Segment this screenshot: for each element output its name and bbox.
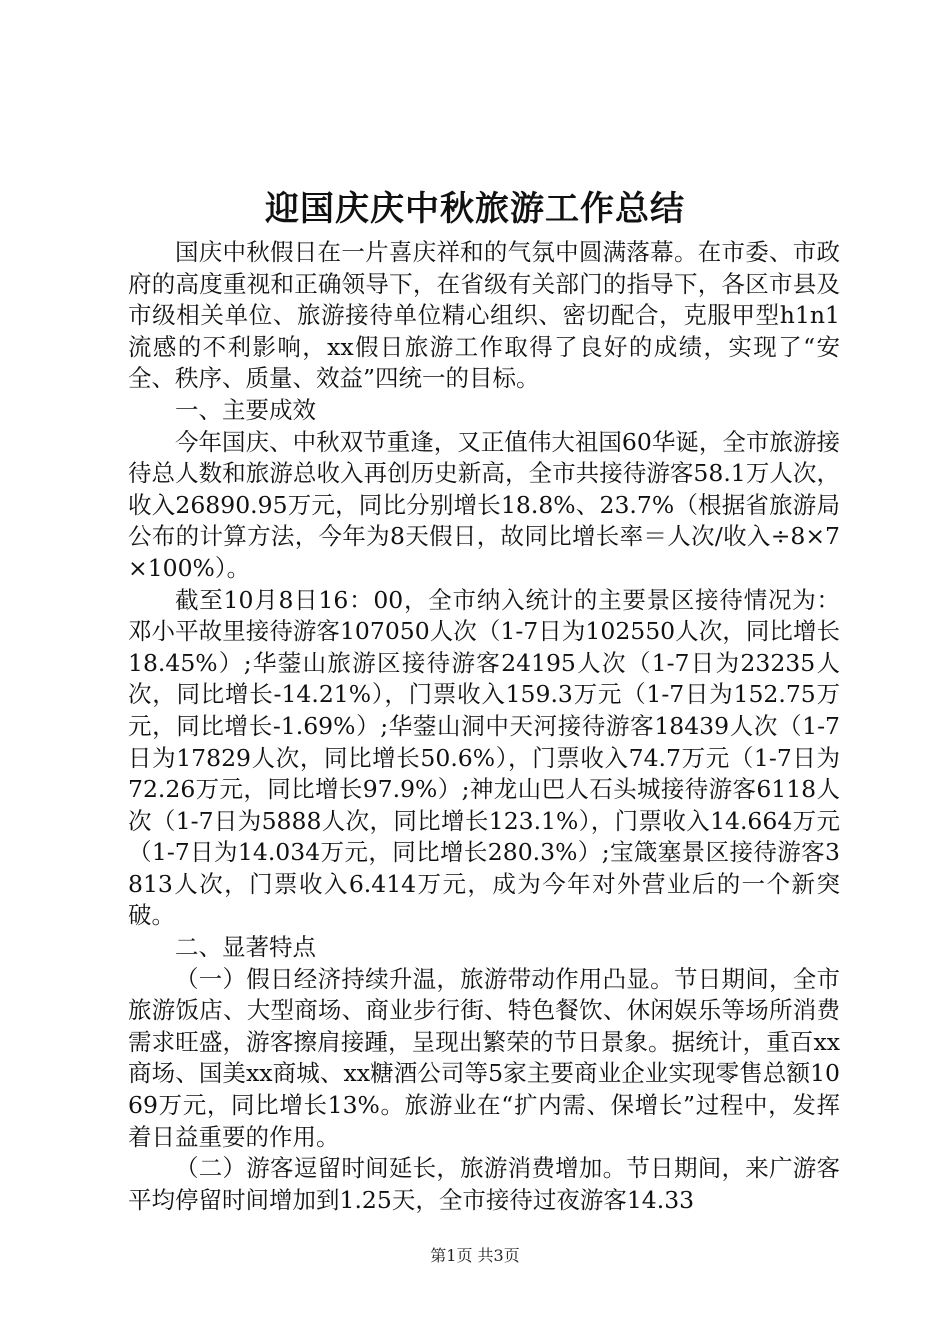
section-heading-features: 二、显著特点 <box>175 933 316 962</box>
section-heading-main-results: 一、主要成效 <box>175 395 316 424</box>
document-title: 迎国庆庆中秋旅游工作总结 <box>265 189 685 229</box>
paragraph-intro: 国庆中秋假日在一片喜庆祥和的气氛中圆满落幕。在市委、市政府的高度重视和正确领导下，在省级有关部门的指导下，各区市县及市级相关单位、旅游接待单位精心组织、密切配合，克服甲型h1n1流感的不利影响，xx假日旅游工作取得了良好的成绩，实现了“安全、秩序、质量、效益”四统一的目标。 <box>128 238 840 393</box>
page-footer: 第1页 共3页 <box>430 1246 520 1265</box>
paragraph-feature-one: （一）假日经济持续升温，旅游带动作用凸显。节日期间，全市旅游饭店、大型商场、商业步行街、特色餐饮、休闲娱乐等场所消费需求旺盛，游客擦肩接踵，呈现出繁荣的节日景象。据统计，重百xx商场、国美xx商城、xx糖酒公司等5家主要商业企业实现零售总额1069万元，同比增长13%。旅游业在“扩内需、保增长”过程中，发挥着日益重要的作用。 <box>128 964 840 1151</box>
paragraph-overall-stats: 今年国庆、中秋双节重逢，又正值伟大祖国60华诞，全市旅游接待总人数和旅游总收入再创历史新高，全市共接待游客58.1万人次，收入26890.95万元，同比分别增长18.8%、23.7%（根据省旅游局公布的计算方法，今年为8天假日，故同比增长率＝人次/收入÷8×7×100%）。 <box>128 427 840 582</box>
paragraph-feature-two: （二）游客逗留时间延长，旅游消费增加。节日期间，来广游客平均停留时间增加到1.25天，全市接待过夜游客14.33 <box>128 1154 840 1214</box>
paragraph-scenic-spots: 截至10月8日16：00，全市纳入统计的主要景区接待情况为：邓小平故里接待游客107050人次（1-7日为102550人次，同比增长18.45%）;华蓥山旅游区接待游客24195人次（1-7日为23235人次，同比增长-14.21%），门票收入159.3万元（1-7日为152.75万元，同比增长-1.69%）;华蓥山洞中天河接待游客18439人次（1-7日为17829人次，同比增长50.6%），门票收入74.7万元（1-7日为72.26万元，同比增长97.9%）;神龙山巴人石头城接待游客6118人次（1-7日为5888人次，同比增长123.1%），门票收入14.664万元（1-7日为14.034万元，同比增长280.3%）;宝箴塞景区接待游客3813人次，门票收入6.414万元，成为今年对外营业后的一个新突破。 <box>128 585 840 930</box>
document-body <box>128 237 840 1216</box>
